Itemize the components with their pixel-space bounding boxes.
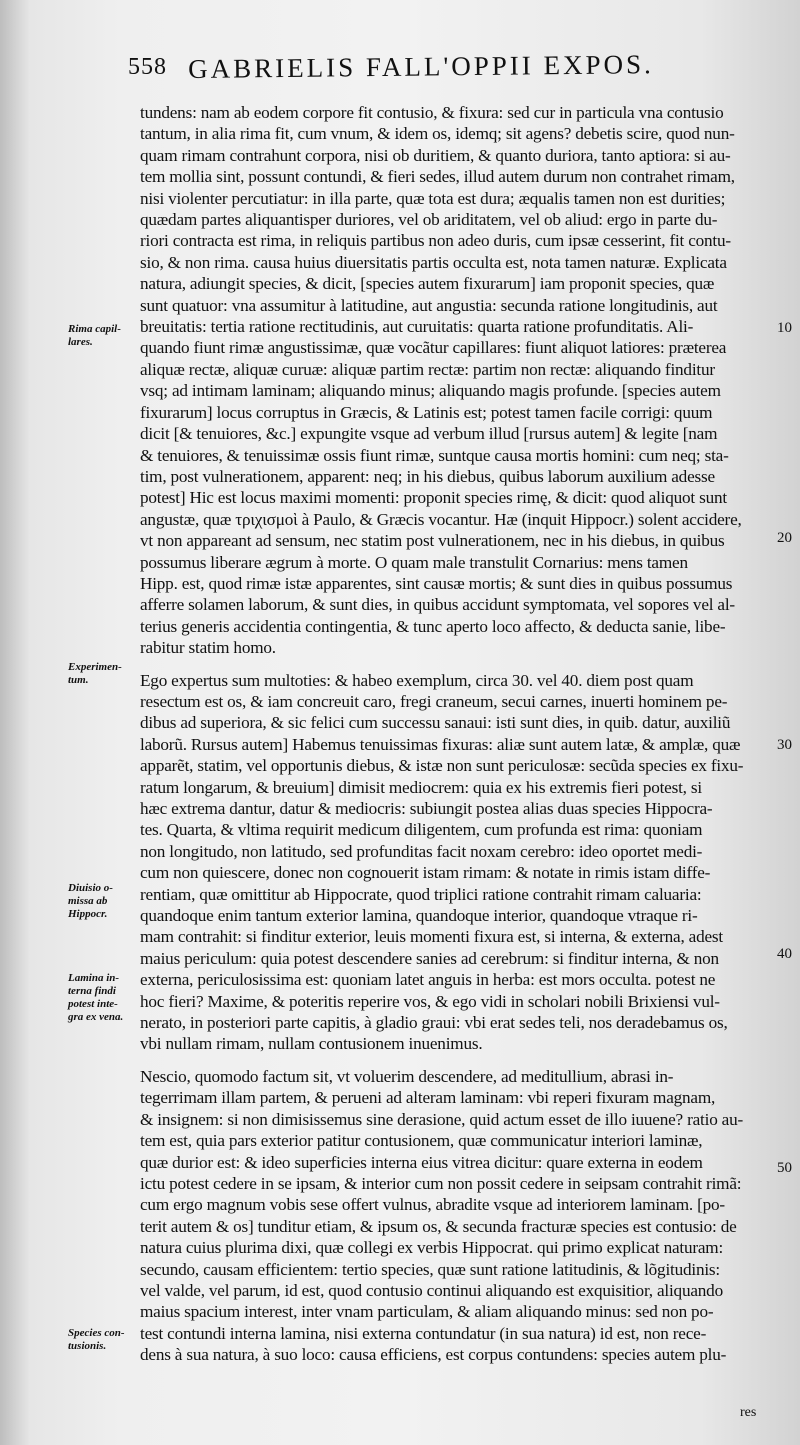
text-line: Hipp. est, quod rimæ istæ apparentes, sint causæ mortis; & sunt dies in quibus possumus [140, 573, 733, 593]
text-line: quam rimam contrahunt corpora, nisi ob duritiem, & quanto duriora, tanto aptiora: si au- [140, 145, 731, 165]
text-line: terius generis accidentia contingentia, & tunc aperto loco affecto, & deducta sanie, libe- [140, 616, 726, 636]
page-header [128, 49, 768, 88]
margin-note-species-contusionis [68, 1327, 140, 1353]
text-line: nerato, in posteriori parte capitis, à gladio graui: vbi erat sedes teli, nos deradebamus os, [140, 1013, 728, 1033]
text-line: possumus liberare ægrum à morte. O quam male transtulit Cornarius: mens tamen [140, 552, 688, 572]
text-line: dibus ad superiora, & sic felici cum successu sanaui: isti sunt dies, in quib. datur, auxiliũ [140, 713, 731, 733]
text-line: riori contracta est rima, in reliquis partibus non adeo duris, cum ipsæ cesserint, fit contu- [140, 231, 731, 251]
margin-note-line: tum. [68, 674, 89, 686]
text-line: nisi violenter percutiatur: in illa parte, quæ tota est dura; æqualis tamen non est durities; [140, 188, 726, 208]
text-line: tundens: nam ab eodem corpore fit contusio, & fixura: sed cur in particula vna contusio [140, 103, 724, 122]
margin-note-line: tusionis. [68, 1340, 107, 1352]
running-head: GABRIELIS FALL'OPPII EXPOS. [188, 49, 654, 84]
text-line: cum ergo magnum vobis sese offert vulnus, abradite vsque ad interiorem laminam. [po- [140, 1195, 725, 1215]
margin-note-line: lares. [68, 336, 93, 348]
text-line: apparẽt, statim, vel opportunis diebus, & istæ non sunt periculosæ: secũda species ex fixu- [140, 756, 744, 776]
text-line: & tenuiores, & tenuissimæ ossis fiunt rimæ, suntque causa mortis homini: cum neq; sta- [140, 445, 729, 465]
margin-note-line: Rima capil- [68, 323, 121, 335]
text-line: vbi nullam rimam, nullam contusionem inuenimus. [140, 1034, 483, 1054]
page-number: 558 [128, 54, 167, 80]
line-number-30: 30 [777, 737, 792, 753]
text-line: ictu potest cedere in se ipsam, & interior cum non possit cedere in seipsam contrahit rimã: [140, 1173, 742, 1193]
margin-note-line: gra ex vena. [68, 1011, 124, 1023]
text-line: dicit [& tenuiores, &c.] expungite vsque ad verbum illud [rursus autem] & legite [nam [140, 424, 718, 444]
paragraph-gap [140, 1055, 760, 1066]
margin-note-line: potest inte- [68, 998, 118, 1010]
margin-note-line: terna findi [68, 985, 116, 997]
paragraph [140, 1066, 760, 1366]
text-line: tantum, in alia rima fit, cum vnum, & idem os, idemq; sit agens? debetis scire, quod nun- [140, 124, 735, 144]
catchword: res [740, 1405, 757, 1420]
margin-note-line: Hippocr. [68, 908, 108, 920]
text-line: test contundi interna lamina, nisi externa contundatur (in sua natura) id est, non rece- [140, 1323, 707, 1343]
text-line: tes. Quarta, & vltima requirit medicum diligentem, cum profunda est rima: quoniam [140, 820, 703, 840]
text-line: vel valde, vel parum, id est, quod contusio continui aliquando est exquisitior, aliquando [140, 1280, 723, 1300]
text-line: vsq; ad intimam laminam; aliquando minus; aliquando magis profunde. [species autem [140, 381, 721, 401]
text-line: non longitudo, non latitudo, sed profunditas facit noxam cerebro: ideo oportet medi- [140, 841, 703, 861]
margin-note-line: Lamina in- [68, 972, 120, 984]
text-line: rentiam, quæ omittitur ab Hippocrate, quod triplici ratione contrahit rimam caluaria: [140, 884, 702, 904]
text-line: laborũ. Rursus autem] Habemus tenuissimas fixuras: aliæ sunt autem latæ, & amplæ, quæ [140, 734, 741, 754]
text-line: mam contrahit: si finditur exterior, leuis momenti fixura est, si interna, & externa, adest [140, 927, 723, 947]
text-line: quando fiunt rimæ angustissimæ, quæ vocãtur capillares: fiunt aliquot latiores: præterea [140, 338, 727, 358]
text-line: tim, post vulnerationem, apparent: neq; in his diebus, quibus laborum auxilium adesse [140, 466, 715, 486]
text-line: Nescio, quomodo factum sit, vt voluerim descendere, ad meditullium, abrasi in- [140, 1066, 674, 1086]
text-line: tem est, quia pars exterior patitur contusionem, quæ communicatur interiori laminæ, [140, 1131, 703, 1151]
margin-note-lamina-interna [68, 972, 140, 1024]
text-line: hæc extrema dantur, datur & mediocris: subiungit postea alias duas species Hippocra- [140, 799, 713, 818]
line-number-40: 40 [777, 946, 792, 962]
margin-note-diuisio [68, 882, 140, 921]
text-line: vt non appareant ad sensum, nec statim post vulnerationem, nec in his diebus, in quibus [140, 531, 725, 551]
text-line: cum non quiescere, donec non cognouerit istam rimam: & notate in rimis istam diffe- [140, 863, 711, 883]
margin-note-rima-capillares [68, 323, 140, 349]
text-line: afferre solamen laborum, & sunt dies, in quibus accidunt symptomata, vel sopores vel al- [140, 595, 735, 615]
text-line: natura, adiungit species, & dicit, [species autem fixurarum] iam proponit species, quæ [140, 274, 715, 294]
text-line: Ego expertus sum multoties: & habeo exemplum, circa 30. vel 40. diem post quam [140, 670, 694, 690]
line-number-10: 10 [777, 320, 792, 336]
text-line: hoc fieri? Maxime, & poteritis reperire vos, & ego vidi in scholari nobili Brixiensi vul- [140, 991, 720, 1011]
text-line: rabitur statim homo. [140, 638, 276, 658]
margin-note-line: Diuisio o- [68, 882, 113, 894]
text-line: ratum longarum, & breuium] dimisit mediocrem: quia ex his extremis fieri potest, si [140, 777, 702, 797]
text-line: sunt quatuor: vna assumitur à latitudine, aut angustia: secunda ratione longitudinis, aut [140, 295, 718, 315]
text-line: tem mollia sint, possunt contundi, & fieri sedes, illud autem durum non contrahet rimam, [140, 167, 735, 187]
text-line: natura cuius plurima dixi, quæ collegi ex verbis Hippocrat. qui primo explicat naturam: [140, 1238, 724, 1258]
text-line: terit autem & os] tunditur etiam, & ipsum os, & secunda fracturæ species est contusio: de [140, 1216, 737, 1236]
text-line: potest] Hic est locus maximi momenti: proponit species rimę, & dicit: quod aliquot sunt [140, 488, 727, 508]
body-text [140, 102, 760, 1366]
text-line: & insignem: si non dimisissemus sine derasione, quid actum esset de illo iuuene? ratio au- [140, 1109, 744, 1129]
text-line: angustæ, quæ τριχισμοὶ à Paulo, & Græcis vocantur. Hæ (inquit Hippocr.) solent accidere, [140, 509, 742, 529]
line-number-20: 20 [777, 530, 792, 546]
text-line: quæ durior est: & ideo superficies interna eius vitrea dicitur: quare externa in eodem [140, 1152, 703, 1172]
paragraph-gap [140, 659, 760, 670]
text-line: quædam partes aliquantisper duriores, vel ob ariditatem, vel ob aliud: ergo in parte du- [140, 210, 718, 230]
text-line: breuitatis: tertia ratione rectitudinis, aut curuitatis: quarta ratione profunditatis. Ali- [140, 317, 694, 337]
text-line: sio, & non rima. causa huius diuersitatis partis occulta est, nota tamen naturæ. Explicata [140, 252, 727, 272]
text-line: dens à sua natura, à suo loco: causa efficiens, est corpus contundens: species autem plu- [140, 1345, 727, 1365]
margin-note-line: missa ab [68, 895, 108, 907]
text-line: tegerrimam illam partem, & perueni ad alteram laminam: vbi reperi fixuram magnam, [140, 1088, 716, 1108]
line-number-50: 50 [777, 1160, 792, 1176]
text-line: maius periculum: quia potest descendere sanies ad cerebrum: si finditur interna, & non [140, 948, 719, 968]
text-line: maius spacium interest, inter vnam particulam, & aliam aliquando minus: sed non po- [140, 1302, 714, 1322]
paragraph [140, 670, 760, 1055]
text-line: resectum est os, & iam concreuit caro, fregi craneum, secui carnes, inuerti hominem pe- [140, 691, 728, 711]
text-line: aliquæ rectæ, aliquæ curuæ: aliquæ partim rectæ: partim non rectæ: aliquando finditur [140, 359, 715, 379]
margin-note-line: Experimen- [68, 661, 122, 673]
paragraph [140, 102, 760, 659]
margin-note-experimentum [68, 661, 140, 687]
text-line: fixurarum] locus corruptus in Græcis, & Latinis est; potest tamen facile corrigi: quum [140, 402, 713, 422]
margin-note-line: Species con- [68, 1327, 125, 1339]
text-line: secundo, causam efficientem: tertio species, quæ sunt ratione latitudinis, & lõgitudinis: [140, 1259, 720, 1279]
text-line: quandoque enim tantum exterior lamina, quandoque interior, quandoque vtraque ri- [140, 906, 698, 926]
text-line: externa, periculosissima est: quoniam latet anguis in herba: est mors occulta. potest ne [140, 970, 716, 990]
